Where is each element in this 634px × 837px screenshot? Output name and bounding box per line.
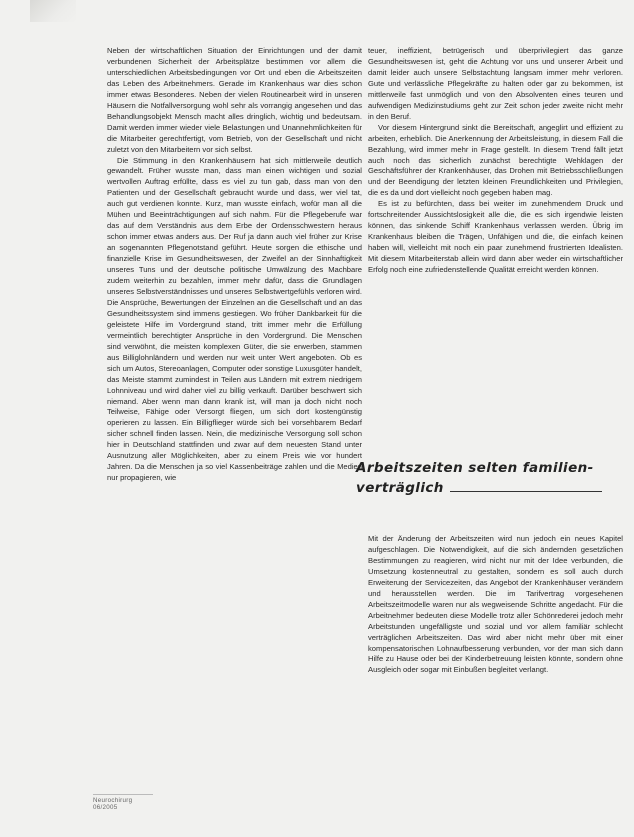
paragraph: Es ist zu befürchten, dass bei weiter im zunehmendem Druck und fortschreitender Aussichtslosigkeit alle die, die es sich irgendwie leisten können, das sinkende Schiff Krankenhaus verlassen werden. Übrig im Krankenhaus bleiben die Trägen, Unfähigen und die, die einfach keinen haben will, vielleicht mit noch ein paar zunehmend frustrierten Idealisten. Mit diesem Mitarbeiterstab allein wird dann aber weder ein wirtschaftlicher Erfolg noch eine zufriedenstellende Qualität erreicht werden können. <box>368 199 623 275</box>
right-text-column-bottom <box>368 534 623 676</box>
heading-line-1: Arbeitszeiten selten familien- <box>356 460 594 476</box>
right-text-column-top <box>368 46 623 276</box>
paragraph: Die Stimmung in den Krankenhäusern hat sich mittlerweile deutlich gewandelt. Früher wusste man, dass man einen wichtigen und sozial wertvollen Auftrag erfüllte, dass es viel zu tun gab, dass man von den Patienten und der Gesellschaft gebraucht wurde und dass, wer viel tat, auch gut verdienen konnte. Kurz, man wusste einfach, wofür man all die Mühen und Beeinträchtigungen auf sich nahm. Für die Pflegeberufe war das auf dem Verständnis aus dem Erbe der Ordensschwestern heraus schon immer etwas anders aus. Der Ruf ja dann auch viel früher zur Krise an sogenannten Pflegenotstand geführt. Heute sorgen die ethische und finanzielle Krise im Gesundheitswesen, der Zweifel an der Sinnhaftigkeit unseres Tuns und der deutsche politische Umwälzung des Machbare zudem weiterhin zu bezahlen, immer mehr dafür, dass die Grundlagen unseres Selbstverständnisses und unseres Selbstwertgefühls verloren wird. Die Ansprüche, Bewertungen der Einzelnen an die Gesellschaft und an das Gesundheitssystem sind immens gestiegen. Wo früher Dankbarkeit für die geleistete Hilfe im Vordergrund stand, tritt immer mehr die Erfüllung vermeintlich berechtigter Ansprüche in den Vordergrund. Die Menschen sind verwöhnt, die meisten komplexen Güter, die sie erwerben, stammen aus Billiglohnländern und werden nur weit unter Wert angeboten. Ob es sich um Autos, Stereoanlagen, Computer oder sonstige Luxusgüter handelt, das Meiste stammt zumindest in Teilen aus Ländern mit extrem niedrigem Lohnniveau und wird daher viel zu billig verkauft. Darüber beschwert sich niemand. Aber wenn man dann krank ist, will man ja doch nicht noch Teilweise, Fähige oder Versorgt fliegen, um sich dort kostengünstig operieren zu lassen. Ein Billigflieger würde sich bei vorsehbarem Bedarf sicher schnell finden lassen. Nein, die medizinische Versorgung soll schon hier in Deutschland stattfinden und zwar auf dem neuesten Stand unter Ausnutzung aller Möglichkeiten, aber zu einem Preis wie vor hundert Jahren. Da die Menschen ja so viel Kassenbeiträge zahlen und die Medien nur propagieren, wie <box>107 155 362 483</box>
section-heading <box>356 458 614 498</box>
heading-line-2-text: verträglich <box>356 480 444 496</box>
heading-line-2 <box>356 478 614 498</box>
paragraph: teuer, ineffizient, betrügerisch und überprivilegiert das ganze Gesundheitswesen ist, geht die Achtung vor uns und unserer Arbeit und damit leider auch unsere Selbstachtung langsam immer mehr verloren. Gute und verlässliche Pflegekräfte zu halten oder gar zu bekommen, ist mittlerweile fast unmöglich und von den Absolventen eines teuren und aufwendigen Medizinstudiums geht zur Zeit schon jeder zweite nicht mehr in den Beruf. <box>368 46 623 121</box>
left-text-column <box>107 46 362 484</box>
paragraph: Neben der wirtschaftlichen Situation der Einrichtungen und der damit verbundenen Sicherheit der Arbeitsplätze bestimmen vor allem die unterschiedlichen Arbeitsbedingungen vor Ort und eben die Arbeitszeiten das Leben des Arbeitnehmers. Gerade im Krankenhaus war dies schon immer etwas Besonderes. Neben der vielen Routinearbeit wird in unseren Häusern die Notfallversorgung wohl sehr als vorrangig angesehen und das Behandlungsobjekt Mensch macht alles dringlich, wichtig und bedeutsam. Damit werden immer wieder viele Belastungen und Unannehmlichkeiten für die Mitarbeiter gerechtfertigt, vom Betrieb, von der Gesellschaft und nicht zuletzt von den Mitarbeitern vor sich selbst. <box>107 46 362 154</box>
page-footer: Neurochirurg 06/2005 <box>93 794 153 811</box>
heading-rule <box>450 491 602 492</box>
scan-corner-mark <box>30 0 76 22</box>
paragraph: Vor diesem Hintergrund sinkt die Bereitschaft, angeglirt und effizient zu arbeiten, erheblich. Die Anerkennung der Arbeitsleistung, in diesem Fall die Bezahlung, wird immer mehr in Frage gestellt. In diesem Trend fällt jetzt auch noch das sicherlich zunächst berechtigte Wehklagen der Geschäftsführer der Krankenhäuser, das Drohen mit Betriebsschließungen und der Beendigung der letzten kleinen Freundlichkeiten und Privilegien, die es da und dort vielleicht noch gegeben haben mag. <box>368 122 623 198</box>
paragraph: Mit der Änderung der Arbeitszeiten wird nun jedoch ein neues Kapitel aufgeschlagen. Die Notwendigkeit, auf die sich ändernden gesetzlichen Bestimmungen zu reagieren, wird nicht nur mit der Idee verbunden, die Umsetzung kostenneutral zu gestalten, sondern es soll auch durch Erweiterung der Servicezeiten, das Angebot der Krankenhäuser verändern und herausstellen werden. Die im Tarifvertrag vorgesehenen Arbeitszeitmodelle waren nur als wegweisende Schritte angedacht. Für die Arbeitnehmer bedeuten diese Modelle trotz aller Schönrederei jedoch mehr Arbeitstunden ungefälligste und sozial und vor allem familiär schlecht verträglichen Arbeitszeiten. Das wird aber nicht mehr über mit einer kompensatorischen Lohnaufbesserung verbunden, vor der man sich dann Hilfe zu Hause oder bei der Kinderbetreuung leisten könnte, sondern ohne Ausgleich oder sogar mit Einbußen begleitet verlangt. <box>368 534 623 675</box>
